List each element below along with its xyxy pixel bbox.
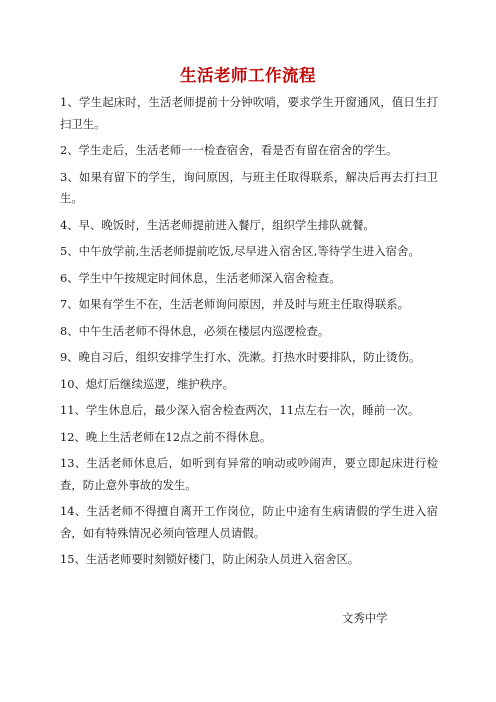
list-item: 14、生活老师不得擅自离开工作岗位，防止中途有生病请假的学生进入宿舍，如有特殊情况必须向管理人员请假。 — [60, 504, 438, 540]
list-item: 1、学生起床时，生活老师提前十分钟吹哨，要求学生开窗通风，值日生打扫卫生。 — [60, 95, 438, 131]
list-item: 8、中午生活老师不得休息，必须在楼层内巡逻检查。 — [60, 323, 330, 338]
list-item: 4、早、晚饭时，生活老师提前进入餐厅，组织学生排队就餐。 — [60, 217, 375, 232]
list-item: 5、中午放学前,生活老师提前吃饭,尽早进入宿舍区,等待学生进入宿舍。 — [60, 244, 420, 258]
list-item: 2、学生走后，生活老师一一检查宿舍，看是否有留在宿舍的学生。 — [60, 143, 398, 157]
list-item: 13、生活老师休息后，如听到有异常的响动或吵闹声，要立即起床进行检查，防止意外事故的发生。 — [60, 456, 438, 492]
list-item: 15、生活老师要时刻锁好楼门，防止闲杂人员进入宿舍区。 — [60, 552, 360, 566]
list-item: 10、熄灯后继续巡逻，维护秩序。 — [60, 376, 234, 391]
list-item: 9、晚自习后，组织安排学生打水、洗漱。打热水时要排队，防止烫伤。 — [60, 350, 421, 364]
list-item: 12、晚上生活老师在12点之前不得休息。 — [60, 429, 272, 444]
list-item: 6、学生中午按规定时间休息，生活老师深入宿舍检查。 — [60, 270, 341, 285]
list-item: 11、学生休息后，最少深入宿舍检查两次，11点左右一次，睡前一次。 — [60, 403, 420, 417]
school-signature: 文秀中学 — [342, 611, 388, 625]
page-title: 生活老师工作流程 — [180, 66, 316, 85]
list-item: 3、如果有留下的学生，询问原因，与班主任取得联系，解决后再去打扫卫生。 — [60, 169, 438, 205]
list-item: 7、如果有学生不在，生活老师询问原因，并及时与班主任取得联系。 — [60, 297, 409, 311]
procedure-list — [60, 92, 438, 576]
